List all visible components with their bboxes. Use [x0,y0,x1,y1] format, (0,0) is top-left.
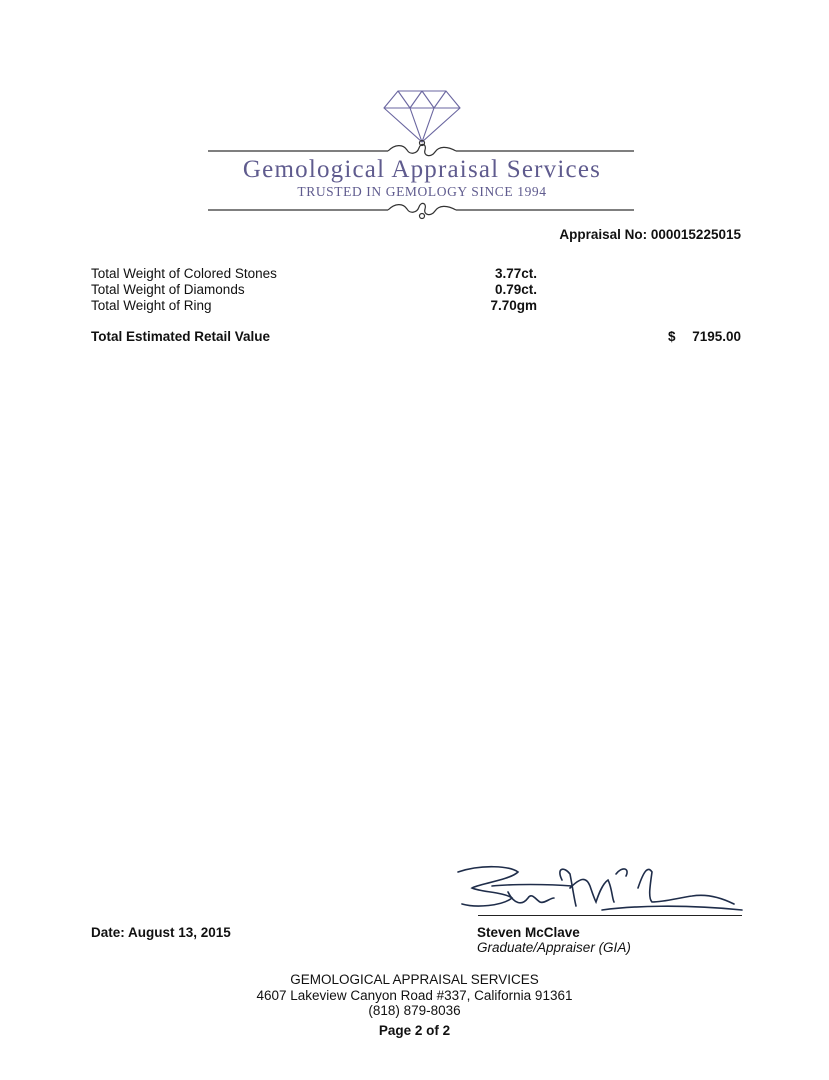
ring-weight-value: 7.70gm [490,298,537,313]
signature [452,858,744,920]
total-value-label: Total Estimated Retail Value [91,329,271,344]
signature-line [478,915,742,916]
signer-title: Graduate/Appraiser (GIA) [477,940,631,955]
page-number: Page 2 of 2 [378,1023,451,1038]
diamonds-weight-label: Total Weight of Diamonds [91,282,245,297]
total-value-currency: $ [668,329,676,344]
diamond-icon [205,86,637,221]
signer-name: Steven McClave [477,925,580,940]
company-name: Gemological Appraisal Services [242,156,602,183]
diamonds-weight-value: 0.79ct. [494,282,537,297]
footer-company: GEMOLOGICAL APPRAISAL SERVICES [290,972,539,987]
ring-weight-label: Total Weight of Ring [91,298,212,313]
company-tagline: TRUSTED IN GEMOLOGY SINCE 1994 [297,184,547,199]
appraisal-date: Date: August 13, 2015 [91,925,231,940]
footer-address: 4607 Lakeview Canyon Road #337, California 91361 [256,988,573,1003]
letterhead-logo [205,86,637,221]
total-value-amount: 7195.00 [692,329,741,344]
footer-phone: (818) 879-8036 [368,1003,461,1018]
colored-stones-weight-label: Total Weight of Colored Stones [91,266,277,281]
appraisal-number: Appraisal No: 000015225015 [559,227,741,242]
colored-stones-weight-value: 3.77ct. [494,266,537,281]
